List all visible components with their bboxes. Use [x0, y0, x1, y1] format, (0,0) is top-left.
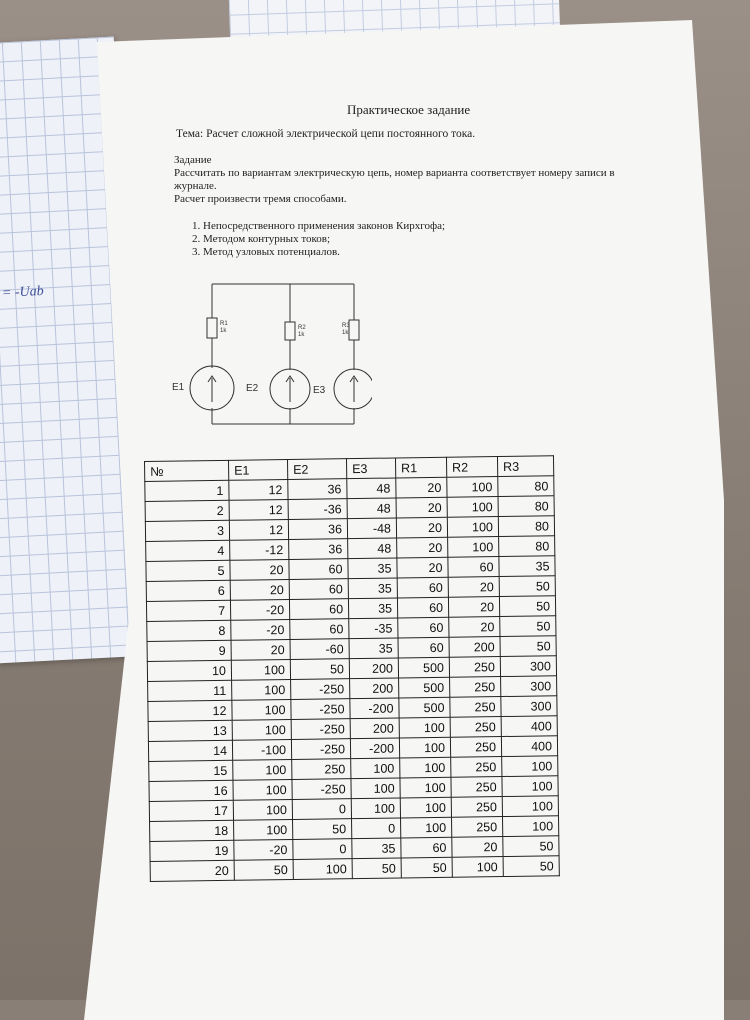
table-cell: 60 — [397, 597, 448, 618]
table-cell: 35 — [352, 838, 401, 859]
table-cell: 60 — [397, 577, 448, 598]
table-cell: 500 — [399, 697, 450, 718]
table-cell: 20 — [231, 639, 290, 660]
table-cell: 300 — [501, 696, 557, 717]
circuit-diagram — [172, 278, 372, 428]
table-cell: -35 — [349, 618, 398, 639]
document-page — [84, 20, 724, 1000]
table-cell: -200 — [350, 698, 399, 719]
variant-number-cell: 5 — [146, 560, 230, 581]
table-cell: 100 — [452, 857, 503, 878]
table-cell: 35 — [349, 638, 398, 659]
table-cell: 80 — [498, 516, 554, 537]
table-cell: 100 — [233, 759, 292, 780]
variant-number-cell: 15 — [149, 760, 233, 781]
table-cell: -250 — [291, 679, 350, 700]
arrow-e1-icon — [208, 376, 216, 402]
table-cell: 50 — [500, 636, 556, 657]
resistor-r1 — [207, 318, 217, 338]
variant-number-cell: 17 — [149, 800, 233, 821]
variant-number-cell: 10 — [147, 660, 231, 681]
table-cell: 200 — [350, 718, 399, 739]
table-cell: 50 — [503, 836, 559, 857]
table-cell: 100 — [232, 699, 291, 720]
table-cell: 100 — [447, 497, 498, 518]
resistor-r3 — [349, 320, 359, 340]
table-cell: 20 — [230, 579, 289, 600]
table-cell: -48 — [347, 518, 396, 539]
table-cell: 100 — [351, 778, 400, 799]
table-cell: 0 — [292, 799, 351, 820]
table-cell: 36 — [288, 479, 347, 500]
table-cell: 50 — [499, 576, 555, 597]
variants-table — [144, 455, 560, 882]
table-cell: -12 — [230, 539, 289, 560]
table-cell: 50 — [234, 859, 293, 880]
table-cell: 60 — [448, 557, 499, 578]
table-cell: 100 — [502, 816, 558, 837]
table-cell: 0 — [352, 818, 401, 839]
table-cell: 20 — [396, 477, 447, 498]
method-item: 3. Метод узловых потенциалов. — [192, 246, 340, 258]
table-cell: 50 — [499, 596, 555, 617]
variant-number-cell: 14 — [148, 740, 232, 761]
table-cell: 50 — [500, 616, 556, 637]
table-cell: 250 — [451, 797, 502, 818]
table-cell: 100 — [400, 797, 451, 818]
table-cell: 400 — [501, 736, 557, 757]
table-cell: 100 — [293, 859, 352, 880]
notebook-scribble: = -Uab — [1, 283, 45, 302]
table-cell: 60 — [398, 617, 449, 638]
r2-label: R2 — [298, 325, 306, 331]
table-cell: 100 — [502, 756, 558, 777]
table-cell: 200 — [350, 678, 399, 699]
table-cell: 100 — [447, 477, 498, 498]
variant-number-cell: 20 — [150, 860, 234, 881]
table-cell: 100 — [447, 517, 498, 538]
table-cell: 35 — [348, 558, 397, 579]
task-methods-intro: Расчет произвести тремя способами. — [174, 193, 347, 205]
table-cell: 100 — [234, 819, 293, 840]
table-cell: 60 — [289, 559, 348, 580]
table-cell: -20 — [230, 599, 289, 620]
variant-number-cell: 8 — [147, 620, 231, 641]
table-cell: -200 — [350, 738, 399, 759]
variant-number-cell: 16 — [149, 780, 233, 801]
document-title: Практическое задание — [347, 102, 471, 117]
variant-number-cell: 3 — [145, 520, 229, 541]
table-cell: 60 — [401, 837, 452, 858]
table-cell: 36 — [288, 519, 347, 540]
r1-value: 1k — [220, 328, 227, 334]
table-cell: 100 — [401, 817, 452, 838]
e1-label: E1 — [172, 382, 185, 393]
table-cell: 100 — [400, 777, 451, 798]
variant-number-cell: 11 — [148, 680, 232, 701]
table-cell: 20 — [397, 557, 448, 578]
table-cell: 100 — [231, 659, 290, 680]
table-cell: 50 — [290, 659, 349, 680]
table-cell: 50 — [352, 858, 401, 879]
task-block — [174, 154, 634, 206]
r1-label: R1 — [220, 321, 228, 327]
table-cell: 250 — [451, 777, 502, 798]
source-e3 — [334, 369, 372, 409]
variant-number-cell: 13 — [148, 720, 232, 741]
table-cell: 48 — [347, 478, 396, 499]
method-item: 2. Методом контурных токов; — [192, 233, 331, 245]
table-cell: 100 — [399, 737, 450, 758]
r3-value: 1k — [342, 330, 349, 336]
r3-label: R3 — [342, 323, 350, 329]
header-cell: E1 — [228, 459, 287, 480]
table-cell: 100 — [233, 779, 292, 800]
table-cell: -250 — [291, 719, 350, 740]
variant-number-cell: 1 — [145, 480, 229, 501]
header-cell: R2 — [446, 457, 497, 478]
table-cell: -20 — [231, 619, 290, 640]
table-cell: 20 — [448, 597, 499, 618]
table-cell: 200 — [449, 637, 500, 658]
table-cell: 250 — [292, 759, 351, 780]
table-cell: -20 — [234, 839, 293, 860]
table-cell: 100 — [351, 798, 400, 819]
header-cell: R3 — [497, 456, 553, 477]
table-cell: 500 — [398, 657, 449, 678]
table-cell: 100 — [351, 758, 400, 779]
table-cell: 250 — [450, 737, 501, 758]
table-cell: -250 — [291, 739, 350, 760]
table-cell: 20 — [448, 577, 499, 598]
table-cell: 300 — [501, 676, 557, 697]
table-cell: 250 — [450, 677, 501, 698]
header-cell: E3 — [346, 458, 395, 479]
table-cell: 20 — [452, 837, 503, 858]
table-cell: 100 — [232, 719, 291, 740]
table-cell: 20 — [396, 497, 447, 518]
header-cell: R1 — [395, 457, 446, 478]
arrow-e3-icon — [350, 376, 358, 402]
table-cell: 60 — [289, 599, 348, 620]
arrow-e2-icon — [286, 376, 294, 402]
table-cell: -60 — [290, 639, 349, 660]
table-cell: 100 — [400, 757, 451, 778]
variant-number-cell: 18 — [150, 820, 234, 841]
variant-number-cell: 19 — [150, 840, 234, 861]
table-cell: 60 — [290, 619, 349, 640]
table-cell: 35 — [499, 556, 555, 577]
table-cell: 250 — [450, 697, 501, 718]
document-topic: Тема: Расчет сложной электрической цепи постоянного тока. — [176, 128, 476, 140]
table-cell: 60 — [289, 579, 348, 600]
table-cell: 80 — [498, 476, 554, 497]
variant-number-cell: 2 — [145, 500, 229, 521]
table-cell: 50 — [503, 856, 559, 877]
table-cell: 250 — [449, 657, 500, 678]
table-row — [150, 856, 559, 882]
table-cell: 12 — [229, 499, 288, 520]
table-cell: 80 — [499, 536, 555, 557]
table-cell: 50 — [401, 857, 452, 878]
table-cell: 100 — [502, 776, 558, 797]
table-cell: 300 — [500, 656, 556, 677]
table-cell: 100 — [233, 799, 292, 820]
table-cell: -250 — [291, 699, 350, 720]
table-cell: 100 — [502, 796, 558, 817]
table-cell: 36 — [289, 539, 348, 560]
variant-number-cell: 9 — [147, 640, 231, 661]
table-cell: 35 — [348, 598, 397, 619]
table-cell: 20 — [396, 517, 447, 538]
table-cell: 50 — [293, 819, 352, 840]
variant-number-cell: 12 — [148, 700, 232, 721]
table-cell: 250 — [452, 817, 503, 838]
table-cell: 35 — [348, 578, 397, 599]
variant-number-cell: 6 — [146, 580, 230, 601]
table-cell: 200 — [349, 658, 398, 679]
table-cell: 250 — [450, 717, 501, 738]
method-item: 1. Непосредственного применения законов Кирхгофа; — [192, 220, 446, 232]
table-cell: 400 — [501, 716, 557, 737]
table-cell: 500 — [399, 677, 450, 698]
table-cell: 12 — [229, 519, 288, 540]
table-cell: 100 — [448, 537, 499, 558]
task-heading: Задание — [174, 154, 212, 166]
table-cell: 60 — [398, 637, 449, 658]
task-text: Рассчитать по вариантам электрическую цепь, номер варианта соответствует номеру записи в журнале. — [174, 167, 615, 192]
table-cell: 20 — [449, 617, 500, 638]
e2-label: E2 — [246, 383, 259, 394]
table-cell: 0 — [293, 839, 352, 860]
r2-value: 1k — [298, 332, 305, 338]
table-cell: 48 — [347, 498, 396, 519]
table-cell: -36 — [288, 499, 347, 520]
header-cell: E2 — [287, 459, 346, 480]
table-cell: 250 — [451, 757, 502, 778]
table-cell: 100 — [232, 679, 291, 700]
table-cell: -250 — [292, 779, 351, 800]
variant-number-cell: 4 — [146, 540, 230, 561]
variant-number-cell: 7 — [146, 600, 230, 621]
table-cell: -100 — [232, 739, 291, 760]
table-cell: 12 — [229, 479, 288, 500]
resistor-r2 — [285, 322, 295, 340]
table-cell: 100 — [399, 717, 450, 738]
table-cell: 20 — [397, 537, 448, 558]
e3-label: E3 — [313, 385, 326, 396]
header-cell: № — [145, 460, 229, 481]
methods-list — [192, 220, 445, 259]
table-cell: 20 — [230, 559, 289, 580]
table-cell: 80 — [498, 496, 554, 517]
table-cell: 48 — [348, 538, 397, 559]
